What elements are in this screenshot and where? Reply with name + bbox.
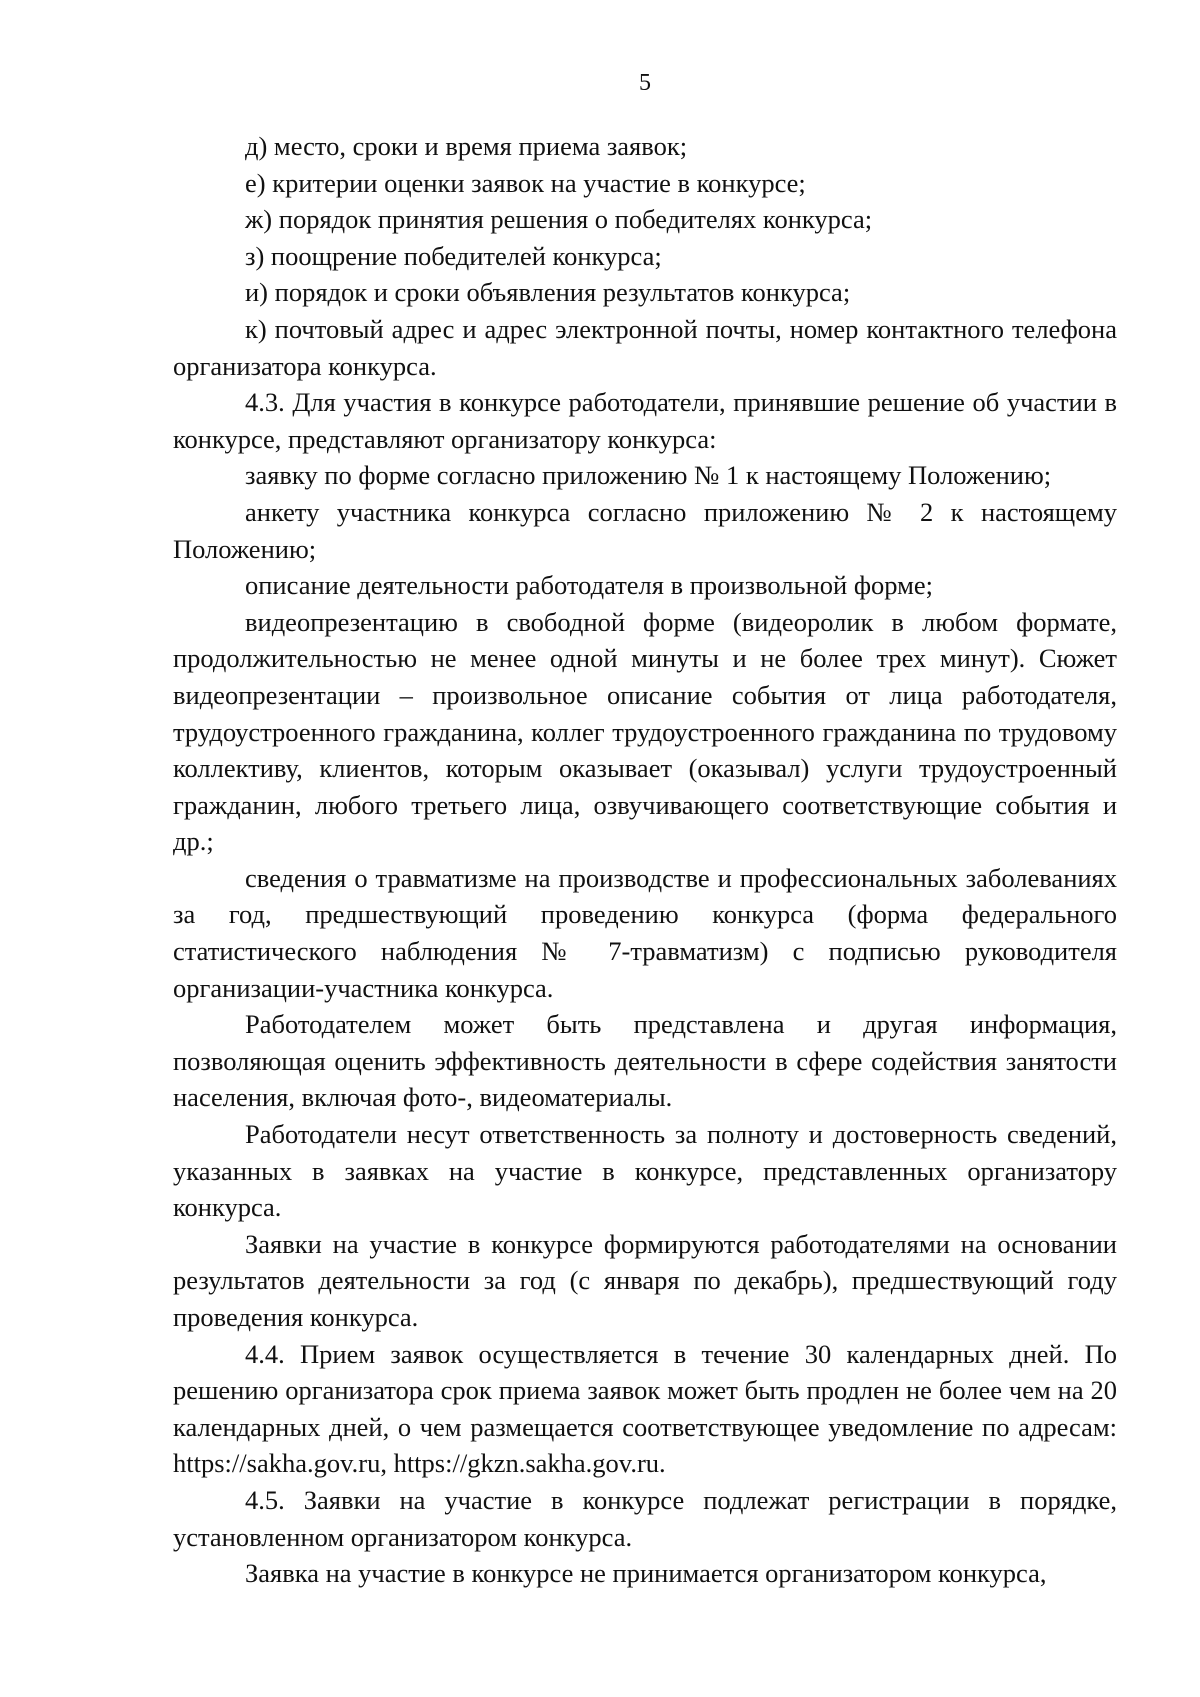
document-body	[173, 128, 1117, 1592]
paragraph-section-4-4: 4.4. Прием заявок осуществляется в течение 30 календарных дней. По решению организатора срок приема заявок может быть продлен не более чем на 20 календарных дней, о чем размещается соответствующее уведомление по адресам: https://sakha.gov.ru, https://gkzn.sakha.gov.ru.	[173, 1338, 1117, 1479]
paragraph-item-e: е) критерии оценки заявок на участие в конкурсе;	[245, 167, 806, 198]
paragraph-section-4-3: 4.3. Для участия в конкурсе работодатели, принявшие решение об участии в конкурсе, представляют организатору конкурса:	[173, 387, 1117, 454]
paragraph-section-4-5: 4.5. Заявки на участие в конкурсе подлежат регистрации в порядке, установленном организатором конкурса.	[173, 1484, 1117, 1552]
paragraph-item-k: к) почтовый адрес и адрес электронной почты, номер контактного телефона организатора конкурса.	[173, 313, 1117, 381]
paragraph-item-d: д) место, сроки и время приема заявок;	[245, 131, 688, 161]
paragraph-item-z: з) поощрение победителей конкурса;	[245, 240, 662, 271]
paragraph-item-i: и) порядок и сроки объявления результатов конкурса;	[245, 277, 851, 308]
paragraph-other-info: Работодателем может быть представлена и другая информация, позволяющая оценить эффективность деятельности в сфере содействия занятости населения, включая фото-, видеоматериалы.	[173, 1009, 1117, 1113]
paragraph-item-zh: ж) порядок принятия решения о победителях конкурса;	[245, 204, 873, 235]
paragraph-video-presentation: видеопрезентацию в свободной форме (видеоролик в любом формате, продолжительностью не менее одной минуты и не более трех минут). Сюжет видеопрезентации – произвольное описание события от лица работодателя, трудоустроенного гражданина, коллег трудоустроенного гражданина по трудовому коллективу, клиентов, которым оказывает (оказывал) услуги трудоустроенный гражданин, любого третьего лица, озвучивающего соответствующие события и др.;	[173, 606, 1117, 857]
paragraph-injury-info: сведения о травматизме на производстве и профессиональных заболеваниях за год, предшествующий проведению конкурса (форма федерального статистического наблюдения № 7-травматизм) с подписью руководителя организации-участника конкурса.	[173, 862, 1117, 1003]
paragraph-questionnaire: анкету участника конкурса согласно приложению № 2 к настоящему Положению;	[173, 496, 1117, 564]
paragraph-applications-formed: Заявки на участие в конкурсе формируются работодателями на основании результатов деятельности за год (с января по декабрь), предшествующий году проведения конкурса.	[173, 1228, 1117, 1332]
paragraph-not-accepted: Заявка на участие в конкурсе не принимается организатором конкурса,	[245, 1558, 1047, 1589]
paragraph-responsibility: Работодатели несут ответственность за полноту и достоверность сведений, указанных в заявках на участие в конкурсе, представленных организатору конкурса.	[173, 1119, 1117, 1223]
paragraph-activity-description: описание деятельности работодателя в произвольной форме;	[245, 570, 934, 601]
page-number: 5	[639, 70, 651, 96]
paragraph-application-form: заявку по форме согласно приложению № 1 к настоящему Положению;	[245, 460, 1052, 491]
